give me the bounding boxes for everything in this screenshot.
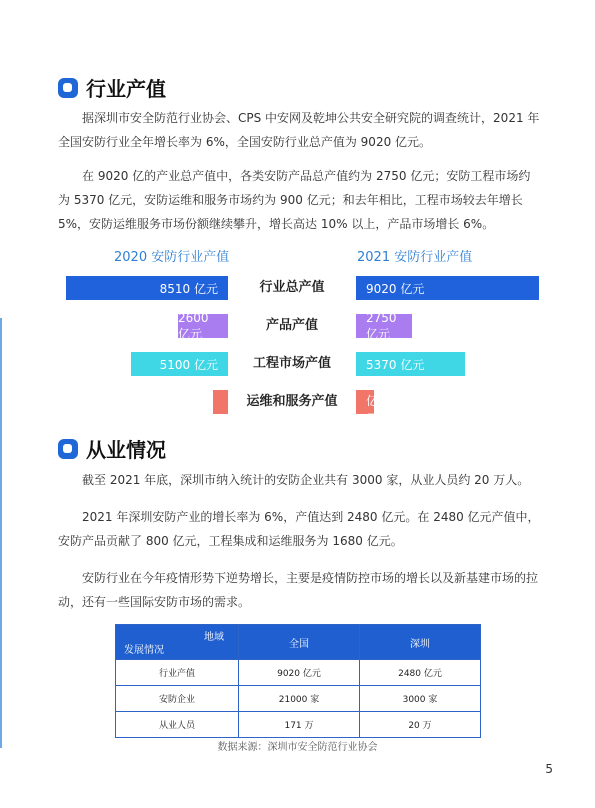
bar-2021-engineering: 5370 亿元 [356, 352, 465, 376]
paragraph: 据深圳市安全防范行业协会、CPS 中安网及乾坤公共安全研究院的调查统计，2021 年全国安防行业全年增长率为 6%，全国安防行业总产值为 9020 亿元。 [58, 111, 540, 149]
table-row [116, 660, 481, 686]
bar-2021-product: 2750 亿元 [356, 314, 412, 338]
bar-2021-service: 900 亿元 [356, 390, 374, 414]
left-accent-rule [0, 318, 2, 748]
paragraph: 在 9020 亿的产业总产值中，各类安防产品总产值约为 2750 亿元；安防工程市场约为 5370 亿元，安防运维和服务市场约为 900 亿元；和去年相比，工程市场较去年增长 5%，安防运维服务市场份额继续攀升，增长高达 10% 以上，产品市场增长 6%。 [58, 169, 531, 231]
bar-2020-engineering: 5100 亿元 [131, 352, 228, 376]
category-label: 工程市场产值 [252, 356, 331, 371]
bar-2020-product: 2600 亿元 [178, 314, 228, 338]
table-cell: 9020 亿元 [239, 660, 360, 686]
data-source-caption: 数据来源：深圳市安全防范行业协会 [217, 742, 378, 753]
table-corner-cell [116, 625, 239, 660]
section-square-icon [58, 439, 78, 459]
table-cell: 171 万 [239, 712, 360, 738]
section-title: 从业情况 [86, 438, 166, 462]
table-cell: 21000 家 [239, 686, 360, 712]
category-label: 运维和服务产值 [246, 394, 338, 409]
bar-2021-total: 9020 亿元 [356, 276, 539, 300]
column-header: 深圳 [360, 625, 481, 660]
row-label: 安防企业 [116, 686, 239, 712]
bar-2020-service: 810 亿元 [213, 390, 228, 414]
table-row [116, 686, 481, 712]
comparison-table [115, 624, 481, 738]
table-row [116, 712, 481, 738]
section-header-industry-output [58, 73, 166, 102]
category-label: 产品产值 [265, 318, 318, 333]
section-title: 行业产值 [86, 77, 166, 101]
paragraph: 安防行业在今年疫情形势下逆势增长，主要是疫情防控市场的增长以及新基建市场的拉动，还有一些国际安防市场的需求。 [58, 571, 539, 609]
paragraph: 2021 年深圳安防产业的增长率为 6%，产值达到 2480 亿元。在 2480 亿元产值中，安防产品贡献了 800 亿元，工程集成和运维服务为 1680 亿元。 [58, 510, 540, 548]
series-title-2020: 2020 安防行业产值 [114, 250, 230, 265]
corner-label-metric: 发展情况 [124, 645, 164, 656]
table-cell: 3000 家 [360, 686, 481, 712]
page-number: 5 [545, 762, 553, 776]
category-label: 行业总产值 [259, 280, 325, 295]
column-header: 全国 [239, 625, 360, 660]
bar-2020-total: 8510 亿元 [66, 276, 228, 300]
row-label: 从业人员 [116, 712, 239, 738]
section-header-employment [58, 434, 166, 463]
corner-label-region: 地域 [204, 632, 224, 643]
paragraph: 截至 2021 年底，深圳市纳入统计的安防企业共有 3000 家，从业人员约 20 万人。 [82, 473, 530, 487]
row-label: 行业产值 [116, 660, 239, 686]
table-cell: 20 万 [360, 712, 481, 738]
series-title-2021: 2021 安防行业产值 [357, 250, 473, 265]
table-cell: 2480 亿元 [360, 660, 481, 686]
section-square-icon [58, 78, 78, 98]
